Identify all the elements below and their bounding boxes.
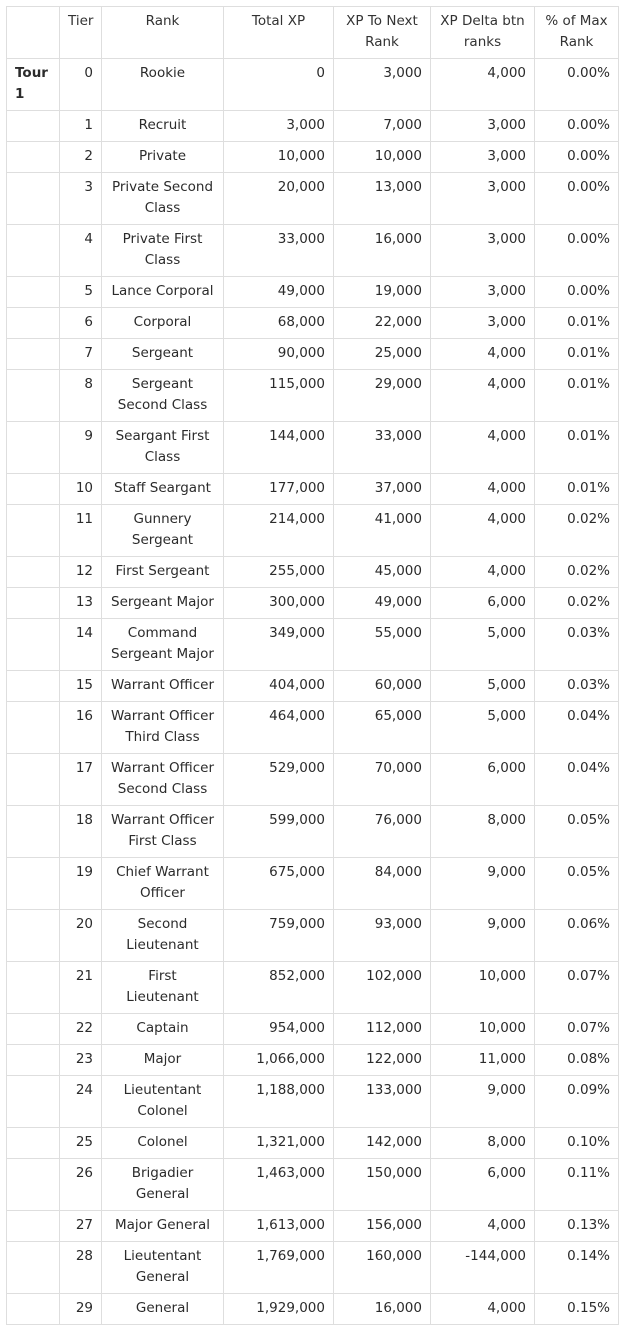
pct-max-cell: 0.00% <box>535 111 619 142</box>
tier-cell: 6 <box>60 308 102 339</box>
xp-delta-cell: 9,000 <box>431 1076 535 1128</box>
total-xp-cell: 68,000 <box>224 308 334 339</box>
xp-to-next-cell: 142,000 <box>334 1128 431 1159</box>
xp-to-next-cell: 7,000 <box>334 111 431 142</box>
pct-max-cell: 0.03% <box>535 671 619 702</box>
table-body <box>7 59 619 1325</box>
tier-cell: 13 <box>60 588 102 619</box>
tier-cell: 29 <box>60 1294 102 1325</box>
table-row <box>7 339 619 370</box>
header-tour <box>7 7 60 59</box>
pct-max-cell: 0.01% <box>535 422 619 474</box>
rank-cell: Lance Corporal <box>102 277 224 308</box>
rank-cell: Warrant Officer Third Class <box>102 702 224 754</box>
table-row <box>7 702 619 754</box>
table-row <box>7 505 619 557</box>
header-xp-delta: XP Delta btn ranks <box>431 7 535 59</box>
rank-cell: Warrant Officer Second Class <box>102 754 224 806</box>
xp-to-next-cell: 25,000 <box>334 339 431 370</box>
pct-max-cell: 0.07% <box>535 1014 619 1045</box>
tier-cell: 7 <box>60 339 102 370</box>
total-xp-cell: 759,000 <box>224 910 334 962</box>
total-xp-cell: 90,000 <box>224 339 334 370</box>
pct-max-cell: 0.00% <box>535 59 619 111</box>
rank-cell: Chief Warrant Officer <box>102 858 224 910</box>
table-row <box>7 557 619 588</box>
xp-delta-cell: 5,000 <box>431 671 535 702</box>
xp-to-next-cell: 70,000 <box>334 754 431 806</box>
total-xp-cell: 33,000 <box>224 225 334 277</box>
table-row <box>7 225 619 277</box>
pct-max-cell: 0.05% <box>535 858 619 910</box>
xp-delta-cell: 4,000 <box>431 474 535 505</box>
xp-delta-cell: 5,000 <box>431 702 535 754</box>
tier-cell: 1 <box>60 111 102 142</box>
xp-delta-cell: 4,000 <box>431 505 535 557</box>
tour-cell <box>7 370 60 422</box>
rank-cell: Captain <box>102 1014 224 1045</box>
tour-cell <box>7 754 60 806</box>
total-xp-cell: 349,000 <box>224 619 334 671</box>
total-xp-cell: 49,000 <box>224 277 334 308</box>
tier-cell: 14 <box>60 619 102 671</box>
xp-delta-cell: 4,000 <box>431 339 535 370</box>
rank-cell: First Sergeant <box>102 557 224 588</box>
xp-delta-cell: 8,000 <box>431 806 535 858</box>
pct-max-cell: 0.00% <box>535 225 619 277</box>
total-xp-cell: 1,613,000 <box>224 1211 334 1242</box>
xp-to-next-cell: 122,000 <box>334 1045 431 1076</box>
tier-cell: 2 <box>60 142 102 173</box>
tour-cell <box>7 277 60 308</box>
rank-cell: Second Lieutenant <box>102 910 224 962</box>
header-xp-to-next-rank: XP To Next Rank <box>334 7 431 59</box>
total-xp-cell: 464,000 <box>224 702 334 754</box>
total-xp-cell: 1,321,000 <box>224 1128 334 1159</box>
tier-cell: 25 <box>60 1128 102 1159</box>
xp-to-next-cell: 76,000 <box>334 806 431 858</box>
rank-cell: Sergeant Major <box>102 588 224 619</box>
tier-cell: 11 <box>60 505 102 557</box>
tour-cell <box>7 702 60 754</box>
tour-cell <box>7 557 60 588</box>
tier-cell: 12 <box>60 557 102 588</box>
xp-to-next-cell: 41,000 <box>334 505 431 557</box>
xp-to-next-cell: 65,000 <box>334 702 431 754</box>
xp-delta-cell: 3,000 <box>431 277 535 308</box>
xp-delta-cell: 3,000 <box>431 308 535 339</box>
tour-cell <box>7 1159 60 1211</box>
total-xp-cell: 255,000 <box>224 557 334 588</box>
table-row <box>7 858 619 910</box>
tour-cell <box>7 142 60 173</box>
header-total-xp: Total XP <box>224 7 334 59</box>
xp-delta-cell: 10,000 <box>431 1014 535 1045</box>
table-row <box>7 671 619 702</box>
total-xp-cell: 177,000 <box>224 474 334 505</box>
tour-cell <box>7 422 60 474</box>
xp-delta-cell: 4,000 <box>431 557 535 588</box>
xp-delta-cell: 4,000 <box>431 1294 535 1325</box>
pct-max-cell: 0.06% <box>535 910 619 962</box>
xp-to-next-cell: 49,000 <box>334 588 431 619</box>
rank-cell: Major General <box>102 1211 224 1242</box>
xp-to-next-cell: 13,000 <box>334 173 431 225</box>
xp-delta-cell: 6,000 <box>431 588 535 619</box>
tier-cell: 22 <box>60 1014 102 1045</box>
tour-cell <box>7 1294 60 1325</box>
rank-cell: Sergeant Second Class <box>102 370 224 422</box>
table-row <box>7 754 619 806</box>
xp-to-next-cell: 112,000 <box>334 1014 431 1045</box>
tour-cell <box>7 1076 60 1128</box>
pct-max-cell: 0.02% <box>535 588 619 619</box>
tier-cell: 8 <box>60 370 102 422</box>
tour-cell <box>7 339 60 370</box>
tier-cell: 26 <box>60 1159 102 1211</box>
rank-cell: Lieutentant General <box>102 1242 224 1294</box>
pct-max-cell: 0.15% <box>535 1294 619 1325</box>
xp-to-next-cell: 150,000 <box>334 1159 431 1211</box>
xp-to-next-cell: 93,000 <box>334 910 431 962</box>
pct-max-cell: 0.14% <box>535 1242 619 1294</box>
header-tier: Tier <box>60 7 102 59</box>
tour-cell <box>7 308 60 339</box>
rank-cell: Seargant First Class <box>102 422 224 474</box>
xp-to-next-cell: 84,000 <box>334 858 431 910</box>
tier-cell: 9 <box>60 422 102 474</box>
rank-cell: First Lieutenant <box>102 962 224 1014</box>
xp-delta-cell: -144,000 <box>431 1242 535 1294</box>
pct-max-cell: 0.01% <box>535 370 619 422</box>
table-header-row <box>7 7 619 59</box>
tier-cell: 16 <box>60 702 102 754</box>
table-row <box>7 173 619 225</box>
xp-to-next-cell: 60,000 <box>334 671 431 702</box>
total-xp-cell: 115,000 <box>224 370 334 422</box>
xp-delta-cell: 3,000 <box>431 142 535 173</box>
header-pct-max-rank: % of Max Rank <box>535 7 619 59</box>
rank-cell: Gunnery Sergeant <box>102 505 224 557</box>
rank-cell: Warrant Officer First Class <box>102 806 224 858</box>
rank-cell: Staff Seargant <box>102 474 224 505</box>
tier-cell: 5 <box>60 277 102 308</box>
tour-cell <box>7 671 60 702</box>
tour-cell <box>7 962 60 1014</box>
rank-cell: Corporal <box>102 308 224 339</box>
xp-delta-cell: 10,000 <box>431 962 535 1014</box>
rank-cell: Warrant Officer <box>102 671 224 702</box>
pct-max-cell: 0.13% <box>535 1211 619 1242</box>
tier-cell: 18 <box>60 806 102 858</box>
tour-cell <box>7 111 60 142</box>
table-row <box>7 1211 619 1242</box>
tier-cell: 21 <box>60 962 102 1014</box>
tier-cell: 3 <box>60 173 102 225</box>
rank-cell: Private Second Class <box>102 173 224 225</box>
pct-max-cell: 0.04% <box>535 702 619 754</box>
tier-cell: 19 <box>60 858 102 910</box>
tour-cell <box>7 1045 60 1076</box>
total-xp-cell: 300,000 <box>224 588 334 619</box>
total-xp-cell: 144,000 <box>224 422 334 474</box>
xp-to-next-cell: 133,000 <box>334 1076 431 1128</box>
pct-max-cell: 0.07% <box>535 962 619 1014</box>
xp-delta-cell: 9,000 <box>431 910 535 962</box>
table-container <box>6 6 624 1325</box>
rank-cell: Major <box>102 1045 224 1076</box>
pct-max-cell: 0.09% <box>535 1076 619 1128</box>
xp-delta-cell: 9,000 <box>431 858 535 910</box>
tier-cell: 20 <box>60 910 102 962</box>
rank-xp-table <box>6 6 619 1325</box>
rank-cell: Lieutentant Colonel <box>102 1076 224 1128</box>
tier-cell: 28 <box>60 1242 102 1294</box>
table-row <box>7 1076 619 1128</box>
table-row <box>7 308 619 339</box>
tour-cell <box>7 1211 60 1242</box>
xp-delta-cell: 4,000 <box>431 370 535 422</box>
pct-max-cell: 0.10% <box>535 1128 619 1159</box>
tier-cell: 23 <box>60 1045 102 1076</box>
tour-cell <box>7 588 60 619</box>
pct-max-cell: 0.01% <box>535 339 619 370</box>
pct-max-cell: 0.01% <box>535 308 619 339</box>
tier-cell: 24 <box>60 1076 102 1128</box>
xp-to-next-cell: 19,000 <box>334 277 431 308</box>
total-xp-cell: 599,000 <box>224 806 334 858</box>
total-xp-cell: 1,188,000 <box>224 1076 334 1128</box>
tier-cell: 0 <box>60 59 102 111</box>
table-row <box>7 588 619 619</box>
table-row <box>7 1045 619 1076</box>
total-xp-cell: 1,769,000 <box>224 1242 334 1294</box>
xp-delta-cell: 4,000 <box>431 422 535 474</box>
rank-cell: Colonel <box>102 1128 224 1159</box>
xp-to-next-cell: 156,000 <box>334 1211 431 1242</box>
tour-cell <box>7 806 60 858</box>
rank-cell: Private <box>102 142 224 173</box>
tour-cell <box>7 910 60 962</box>
tier-cell: 4 <box>60 225 102 277</box>
xp-delta-cell: 4,000 <box>431 1211 535 1242</box>
xp-to-next-cell: 55,000 <box>334 619 431 671</box>
xp-to-next-cell: 37,000 <box>334 474 431 505</box>
xp-delta-cell: 3,000 <box>431 111 535 142</box>
tier-cell: 10 <box>60 474 102 505</box>
table-row <box>7 277 619 308</box>
rank-cell: Command Sergeant Major <box>102 619 224 671</box>
table-row <box>7 910 619 962</box>
xp-to-next-cell: 16,000 <box>334 1294 431 1325</box>
table-row <box>7 1242 619 1294</box>
xp-to-next-cell: 102,000 <box>334 962 431 1014</box>
total-xp-cell: 675,000 <box>224 858 334 910</box>
rank-cell: Recruit <box>102 111 224 142</box>
tour-cell <box>7 1242 60 1294</box>
tier-cell: 15 <box>60 671 102 702</box>
pct-max-cell: 0.05% <box>535 806 619 858</box>
rank-cell: Sergeant <box>102 339 224 370</box>
table-row <box>7 422 619 474</box>
rank-cell: Brigadier General <box>102 1159 224 1211</box>
xp-to-next-cell: 33,000 <box>334 422 431 474</box>
xp-delta-cell: 8,000 <box>431 1128 535 1159</box>
tour-cell <box>7 225 60 277</box>
table-row <box>7 1014 619 1045</box>
total-xp-cell: 214,000 <box>224 505 334 557</box>
total-xp-cell: 20,000 <box>224 173 334 225</box>
tier-cell: 27 <box>60 1211 102 1242</box>
pct-max-cell: 0.00% <box>535 142 619 173</box>
xp-delta-cell: 6,000 <box>431 1159 535 1211</box>
pct-max-cell: 0.02% <box>535 557 619 588</box>
pct-max-cell: 0.00% <box>535 277 619 308</box>
total-xp-cell: 1,066,000 <box>224 1045 334 1076</box>
rank-cell: General <box>102 1294 224 1325</box>
table-row <box>7 111 619 142</box>
table-row <box>7 59 619 111</box>
tier-cell: 17 <box>60 754 102 806</box>
table-row <box>7 1128 619 1159</box>
xp-delta-cell: 3,000 <box>431 173 535 225</box>
total-xp-cell: 1,463,000 <box>224 1159 334 1211</box>
table-row <box>7 1159 619 1211</box>
total-xp-cell: 529,000 <box>224 754 334 806</box>
pct-max-cell: 0.11% <box>535 1159 619 1211</box>
table-row <box>7 806 619 858</box>
xp-delta-cell: 4,000 <box>431 59 535 111</box>
pct-max-cell: 0.01% <box>535 474 619 505</box>
pct-max-cell: 0.03% <box>535 619 619 671</box>
tour-cell <box>7 173 60 225</box>
tour-cell: Tour 1 <box>7 59 60 111</box>
total-xp-cell: 10,000 <box>224 142 334 173</box>
xp-delta-cell: 3,000 <box>431 225 535 277</box>
xp-to-next-cell: 22,000 <box>334 308 431 339</box>
xp-to-next-cell: 16,000 <box>334 225 431 277</box>
xp-to-next-cell: 10,000 <box>334 142 431 173</box>
xp-delta-cell: 11,000 <box>431 1045 535 1076</box>
pct-max-cell: 0.04% <box>535 754 619 806</box>
tour-cell <box>7 505 60 557</box>
table-row <box>7 1294 619 1325</box>
total-xp-cell: 852,000 <box>224 962 334 1014</box>
total-xp-cell: 404,000 <box>224 671 334 702</box>
table-row <box>7 619 619 671</box>
xp-to-next-cell: 160,000 <box>334 1242 431 1294</box>
header-rank: Rank <box>102 7 224 59</box>
pct-max-cell: 0.02% <box>535 505 619 557</box>
xp-delta-cell: 6,000 <box>431 754 535 806</box>
xp-to-next-cell: 29,000 <box>334 370 431 422</box>
pct-max-cell: 0.00% <box>535 173 619 225</box>
tour-cell <box>7 474 60 505</box>
table-row <box>7 474 619 505</box>
total-xp-cell: 1,929,000 <box>224 1294 334 1325</box>
rank-cell: Private First Class <box>102 225 224 277</box>
total-xp-cell: 3,000 <box>224 111 334 142</box>
tour-cell <box>7 858 60 910</box>
xp-delta-cell: 5,000 <box>431 619 535 671</box>
tour-cell <box>7 1014 60 1045</box>
pct-max-cell: 0.08% <box>535 1045 619 1076</box>
xp-to-next-cell: 45,000 <box>334 557 431 588</box>
table-row <box>7 370 619 422</box>
tour-cell <box>7 1128 60 1159</box>
rank-cell: Rookie <box>102 59 224 111</box>
tour-cell <box>7 619 60 671</box>
table-row <box>7 142 619 173</box>
total-xp-cell: 0 <box>224 59 334 111</box>
table-row <box>7 962 619 1014</box>
xp-to-next-cell: 3,000 <box>334 59 431 111</box>
total-xp-cell: 954,000 <box>224 1014 334 1045</box>
